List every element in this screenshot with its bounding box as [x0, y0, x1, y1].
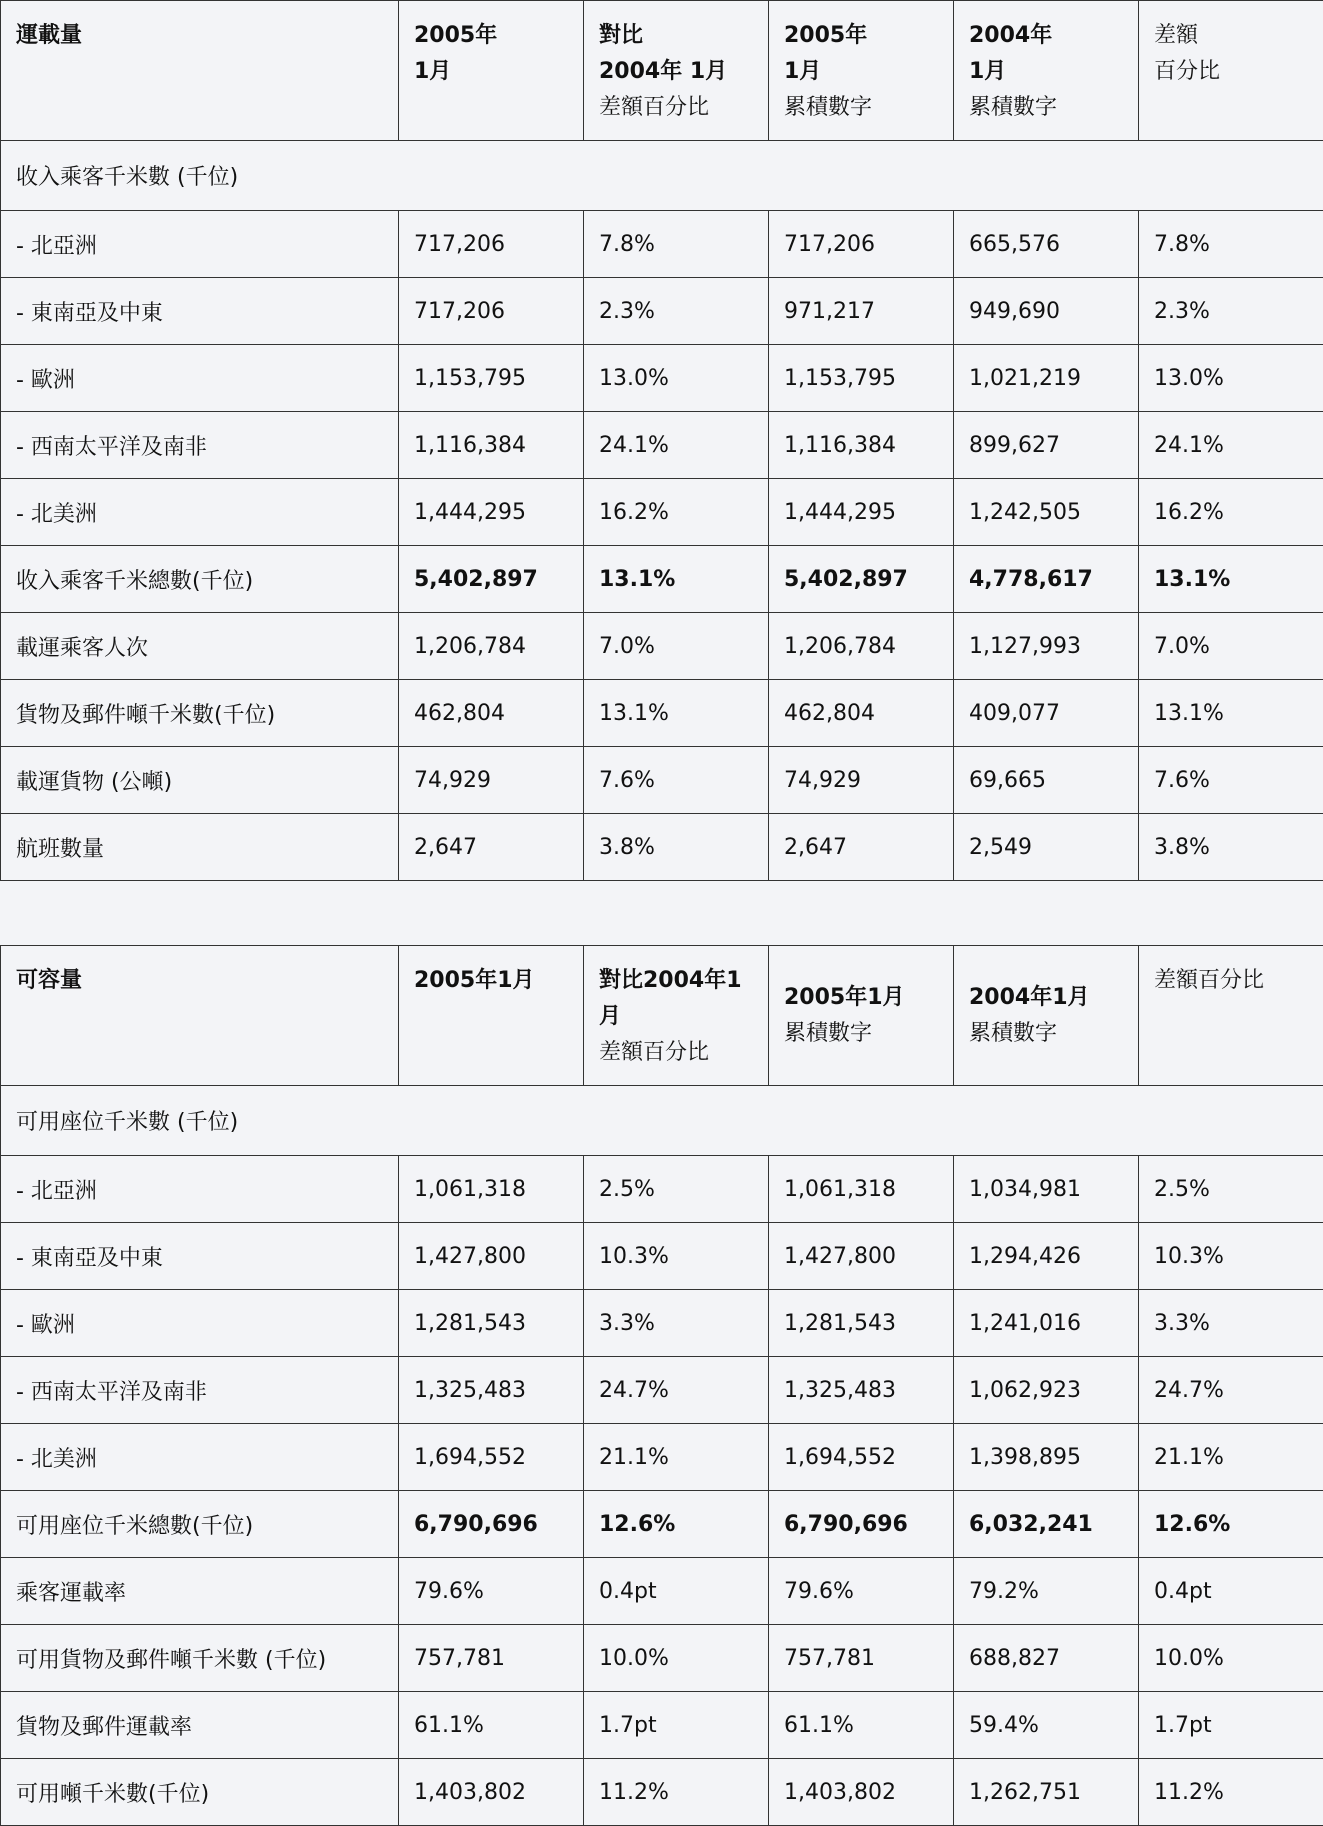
header-row	[1, 1, 1323, 141]
table-cell: 1,694,552	[769, 1424, 954, 1491]
table-cell: 757,781	[769, 1625, 954, 1692]
table-cell: 59.4%	[954, 1692, 1139, 1759]
table-cell: 717,206	[399, 278, 584, 345]
table-cell: 13.1%	[584, 680, 769, 747]
table-cell: 7.0%	[584, 613, 769, 680]
table-cell: 7.8%	[1139, 211, 1323, 278]
header-line: 1月	[414, 54, 568, 90]
table-cell: 13.0%	[1139, 345, 1323, 412]
table-cell: 1,116,384	[399, 412, 584, 479]
table-cell: 1,281,543	[399, 1290, 584, 1357]
row-label: - 西南太平洋及南非	[1, 412, 399, 479]
table-cell: 2.3%	[1139, 278, 1323, 345]
table-cell: 1,153,795	[769, 345, 954, 412]
row-label: 載運乘客人次	[1, 613, 399, 680]
table-cell: 1,398,895	[954, 1424, 1139, 1491]
table-cell: 1,153,795	[399, 345, 584, 412]
header-line: 差額百分比	[599, 1035, 753, 1071]
table-cell: 6,790,696	[769, 1491, 954, 1558]
table-cell: 21.1%	[1139, 1424, 1323, 1491]
table-cell: 1.7pt	[1139, 1692, 1323, 1759]
table-cell: 1,325,483	[399, 1357, 584, 1424]
table-cell: 1,021,219	[954, 345, 1139, 412]
table-cell: 16.2%	[584, 479, 769, 546]
header-cell	[399, 946, 584, 1086]
table-row	[1, 1625, 1323, 1692]
table-cell: 24.1%	[584, 412, 769, 479]
table-cell: 1,694,552	[399, 1424, 584, 1491]
row-label: - 北美洲	[1, 479, 399, 546]
header-cell	[584, 1, 769, 141]
table-cell: 7.0%	[1139, 613, 1323, 680]
table-cell: 1,262,751	[954, 1759, 1139, 1826]
table-cell: 717,206	[769, 211, 954, 278]
header-line: 2005年	[784, 18, 938, 54]
table-cell: 2,647	[399, 814, 584, 881]
header-cell	[399, 1, 584, 141]
header-line: 累積數字	[784, 1016, 938, 1052]
table-cell: 1,325,483	[769, 1357, 954, 1424]
table-cell: 1,116,384	[769, 412, 954, 479]
table-cell: 3.8%	[584, 814, 769, 881]
table-row	[1, 479, 1323, 546]
header-line: 對比	[599, 18, 753, 54]
table-cell: 5,402,897	[399, 546, 584, 613]
section-label: 收入乘客千米數 (千位)	[1, 141, 1323, 211]
table-cell: 1,242,505	[954, 479, 1139, 546]
header-row	[1, 946, 1323, 1086]
table-cell: 1,206,784	[399, 613, 584, 680]
table-row	[1, 1759, 1323, 1826]
table-cell: 13.1%	[1139, 680, 1323, 747]
header-line: 累積數字	[784, 90, 938, 126]
header-line: 累積數字	[969, 1016, 1123, 1052]
table-cell: 1,444,295	[769, 479, 954, 546]
table-cell: 13.0%	[584, 345, 769, 412]
table-cell: 0.4pt	[584, 1558, 769, 1625]
header-cell	[769, 1, 954, 141]
table-cell: 7.6%	[1139, 747, 1323, 814]
header-cell	[954, 1, 1139, 141]
row-label: - 北美洲	[1, 1424, 399, 1491]
row-label: - 東南亞及中東	[1, 1223, 399, 1290]
table-cell: 7.8%	[584, 211, 769, 278]
table-cell: 1,127,993	[954, 613, 1139, 680]
table-cell: 409,077	[954, 680, 1139, 747]
table-cell: 1,294,426	[954, 1223, 1139, 1290]
table-cell: 2,647	[769, 814, 954, 881]
table-cell: 1,444,295	[399, 479, 584, 546]
table-cell: 2.3%	[584, 278, 769, 345]
table-cell: 74,929	[399, 747, 584, 814]
table-row	[1, 747, 1323, 814]
table-row	[1, 1424, 1323, 1491]
header-line: 2004年1月	[969, 980, 1123, 1016]
header-line: 百分比	[1154, 54, 1308, 90]
table-row	[1, 1692, 1323, 1759]
table-cell: 1,427,800	[769, 1223, 954, 1290]
table-cell: 1,034,981	[954, 1156, 1139, 1223]
header-line: 2005年1月	[784, 980, 938, 1016]
table-cell: 13.1%	[1139, 546, 1323, 613]
header-cell	[584, 946, 769, 1086]
table-row	[1, 1223, 1323, 1290]
table-cell: 10.0%	[584, 1625, 769, 1692]
header-cell	[1, 1, 399, 141]
row-label: 收入乘客千米總數(千位)	[1, 546, 399, 613]
table-cell: 1,403,802	[769, 1759, 954, 1826]
capacity-table	[0, 945, 1323, 1826]
table-cell: 899,627	[954, 412, 1139, 479]
table-cell: 5,402,897	[769, 546, 954, 613]
table-cell: 1,061,318	[399, 1156, 584, 1223]
section-label: 可用座位千米數 (千位)	[1, 1086, 1323, 1156]
table-cell: 13.1%	[584, 546, 769, 613]
table-cell: 3.3%	[584, 1290, 769, 1357]
row-label: 乘客運載率	[1, 1558, 399, 1625]
header-line: 2004年	[969, 18, 1123, 54]
table-cell: 2.5%	[1139, 1156, 1323, 1223]
table-cell: 2.5%	[584, 1156, 769, 1223]
table-cell: 79.6%	[769, 1558, 954, 1625]
capacity-rows	[1, 1156, 1323, 1826]
table-cell: 24.7%	[584, 1357, 769, 1424]
table-cell: 61.1%	[769, 1692, 954, 1759]
table-cell: 6,032,241	[954, 1491, 1139, 1558]
header-line: 1月	[784, 54, 938, 90]
table-row	[1, 211, 1323, 278]
table-row	[1, 613, 1323, 680]
row-label: - 歐洲	[1, 345, 399, 412]
header-line: 對比2004年1	[599, 963, 753, 999]
header-line: 差額百分比	[599, 90, 753, 126]
table-row	[1, 814, 1323, 881]
row-label: 載運貨物 (公噸)	[1, 747, 399, 814]
header-cell	[1139, 1, 1323, 141]
table-cell: 10.0%	[1139, 1625, 1323, 1692]
header-line: 累積數字	[969, 90, 1123, 126]
header-label: 運載量	[16, 18, 383, 54]
table-cell: 12.6%	[1139, 1491, 1323, 1558]
table-cell: 10.3%	[584, 1223, 769, 1290]
table-cell: 1,062,923	[954, 1357, 1139, 1424]
row-label: 貨物及郵件噸千米數(千位)	[1, 680, 399, 747]
table-row	[1, 546, 1323, 613]
table-row	[1, 680, 1323, 747]
header-line: 差額	[1154, 18, 1308, 54]
table-cell: 7.6%	[584, 747, 769, 814]
table-cell: 1,206,784	[769, 613, 954, 680]
table-cell: 3.8%	[1139, 814, 1323, 881]
traffic-table	[0, 0, 1323, 881]
table-cell: 1.7pt	[584, 1692, 769, 1759]
header-line: 2005年	[414, 18, 568, 54]
table-row	[1, 1156, 1323, 1223]
table-row	[1, 412, 1323, 479]
table-row	[1, 1558, 1323, 1625]
table-cell: 1,061,318	[769, 1156, 954, 1223]
row-label: - 西南太平洋及南非	[1, 1357, 399, 1424]
row-label: - 東南亞及中東	[1, 278, 399, 345]
row-label: 貨物及郵件運載率	[1, 1692, 399, 1759]
table-cell: 61.1%	[399, 1692, 584, 1759]
table-row	[1, 1290, 1323, 1357]
row-label: - 歐洲	[1, 1290, 399, 1357]
row-label: 可用貨物及郵件噸千米數 (千位)	[1, 1625, 399, 1692]
header-line: 差額百分比	[1154, 963, 1308, 999]
table-cell: 2,549	[954, 814, 1139, 881]
table-cell: 10.3%	[1139, 1223, 1323, 1290]
table-cell: 12.6%	[584, 1491, 769, 1558]
table-cell: 0.4pt	[1139, 1558, 1323, 1625]
table-cell: 1,427,800	[399, 1223, 584, 1290]
header-line: 2004年 1月	[599, 54, 753, 90]
table-cell: 971,217	[769, 278, 954, 345]
table-cell: 717,206	[399, 211, 584, 278]
header-line: 月	[599, 999, 753, 1035]
table-cell: 69,665	[954, 747, 1139, 814]
row-label: - 北亞洲	[1, 1156, 399, 1223]
table-cell: 24.1%	[1139, 412, 1323, 479]
section-row	[1, 1086, 1323, 1156]
table-cell: 74,929	[769, 747, 954, 814]
table-cell: 462,804	[769, 680, 954, 747]
row-label: 可用噸千米數(千位)	[1, 1759, 399, 1826]
header-label: 可容量	[16, 963, 383, 999]
table-cell: 1,403,802	[399, 1759, 584, 1826]
header-cell	[1139, 946, 1323, 1086]
table-cell: 6,790,696	[399, 1491, 584, 1558]
table-cell: 79.2%	[954, 1558, 1139, 1625]
table-cell: 688,827	[954, 1625, 1139, 1692]
row-label: - 北亞洲	[1, 211, 399, 278]
table-cell: 16.2%	[1139, 479, 1323, 546]
table-row	[1, 278, 1323, 345]
table-cell: 11.2%	[584, 1759, 769, 1826]
table-row	[1, 1491, 1323, 1558]
table-cell: 3.3%	[1139, 1290, 1323, 1357]
table-cell: 665,576	[954, 211, 1139, 278]
header-line: 2005年1月	[414, 963, 568, 999]
table-cell: 21.1%	[584, 1424, 769, 1491]
table-cell: 4,778,617	[954, 546, 1139, 613]
header-line: 1月	[969, 54, 1123, 90]
row-label: 航班數量	[1, 814, 399, 881]
header-cell	[1, 946, 399, 1086]
section-row	[1, 141, 1323, 211]
row-label: 可用座位千米總數(千位)	[1, 1491, 399, 1558]
header-cell	[954, 946, 1139, 1086]
table-cell: 79.6%	[399, 1558, 584, 1625]
header-cell	[769, 946, 954, 1086]
table-cell: 949,690	[954, 278, 1139, 345]
table-row	[1, 345, 1323, 412]
table-cell: 11.2%	[1139, 1759, 1323, 1826]
table-cell: 24.7%	[1139, 1357, 1323, 1424]
table-cell: 462,804	[399, 680, 584, 747]
table-cell: 757,781	[399, 1625, 584, 1692]
traffic-rows	[1, 211, 1323, 881]
table-row	[1, 1357, 1323, 1424]
table-cell: 1,241,016	[954, 1290, 1139, 1357]
table-cell: 1,281,543	[769, 1290, 954, 1357]
